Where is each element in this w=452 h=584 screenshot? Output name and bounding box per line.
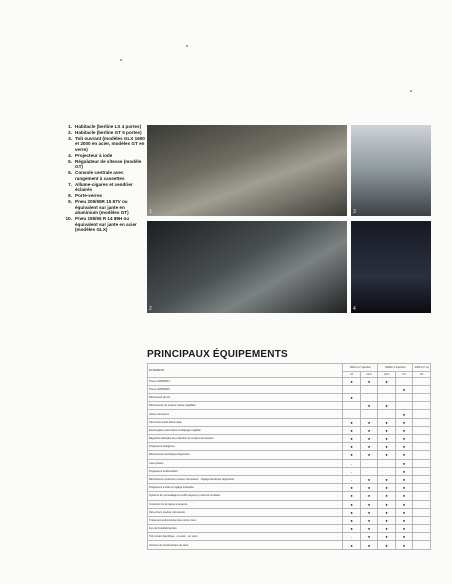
row-mark: ● — [378, 525, 396, 533]
row-mark — [413, 410, 431, 418]
row-mark: ● — [360, 484, 378, 492]
row-mark: ● — [378, 492, 396, 500]
row-mark — [413, 467, 431, 475]
row-mark: ● — [360, 525, 378, 533]
row-label: Pneus 195/65R14 — [148, 377, 343, 385]
row-mark: ● — [378, 533, 396, 541]
row-mark: ● — [395, 426, 413, 434]
row-mark: ● — [343, 394, 361, 402]
row-label: Lave-phares — [148, 459, 343, 467]
row-mark: ● — [360, 451, 378, 459]
row-mark: ● — [395, 459, 413, 467]
caption-item — [62, 216, 148, 233]
row-mark: ● — [395, 475, 413, 483]
row-mark: ● — [343, 500, 361, 508]
caption-number: 2. — [68, 129, 72, 135]
caption-text: Toit ouvrant (modèles GLX 1600 et 2000 en acier, modèles GT en verre) — [75, 135, 145, 152]
row-mark — [360, 467, 378, 475]
row-mark — [413, 385, 431, 393]
caption-number: 5. — [68, 158, 72, 164]
table-row — [148, 516, 431, 524]
row-label: Pneus 205/55R15 — [148, 385, 343, 393]
row-label: Système de verrouillage du coffre depuis le poste de conduite — [148, 492, 343, 500]
row-mark: ● — [378, 377, 396, 385]
row-label: Projecteurs antibrouillard — [148, 467, 343, 475]
caption-number: 4. — [68, 152, 72, 158]
row-mark — [413, 443, 431, 451]
caption-text: Projecteur à iode — [75, 152, 113, 158]
row-label: Feu de brouillard arrière — [148, 525, 343, 533]
row-mark: ● — [360, 500, 378, 508]
table-row — [148, 541, 431, 549]
row-label: Jantes aluminium — [148, 410, 343, 418]
equipment-table — [147, 363, 431, 550]
caption-item — [62, 153, 148, 159]
col-subheader: GT — [413, 372, 431, 378]
caption-item — [62, 182, 148, 193]
col-group: 1600 cm³ Injection — [343, 364, 378, 372]
caption-text: Allume-cigares et cendrier éclairés — [75, 181, 133, 193]
row-mark: ● — [395, 516, 413, 524]
row-mark: - — [343, 459, 361, 467]
row-label: Rétroviseurs électriques dégivrants — [148, 451, 343, 459]
row-mark — [395, 394, 413, 402]
caption-text: Pneu 195/65 R 14 89H ou équivalent sur jante en acier (modèles GLX) — [75, 216, 137, 233]
row-mark — [413, 533, 431, 541]
table-row — [148, 418, 431, 426]
row-mark — [413, 402, 431, 410]
row-mark — [413, 418, 431, 426]
row-mark — [395, 402, 413, 410]
row-mark: - — [343, 475, 361, 483]
table-corner: EXTERIEUR — [148, 364, 343, 378]
col-group: 2000cm³ Injection — [378, 364, 413, 372]
caption-text: Régulateur de vitesse (modèle GT) — [75, 158, 142, 170]
row-mark: ● — [378, 443, 396, 451]
row-mark: ● — [360, 377, 378, 385]
table-row — [148, 459, 431, 467]
row-mark: ● — [395, 525, 413, 533]
row-mark: ● — [395, 467, 413, 475]
row-mark: ● — [343, 525, 361, 533]
table-row — [148, 377, 431, 385]
col-subheader: GLX — [360, 372, 378, 378]
row-mark: ● — [360, 402, 378, 410]
row-mark — [413, 459, 431, 467]
caption-text: Console centrale avec rangement à cassettes — [75, 170, 125, 181]
photo-cabin-gt — [147, 221, 347, 313]
row-mark: ● — [378, 451, 396, 459]
col-group: 2000 cm³ Inj — [413, 364, 431, 372]
row-mark: - — [343, 533, 361, 541]
table-row — [148, 443, 431, 451]
row-mark: ● — [395, 451, 413, 459]
caption-item — [62, 159, 148, 170]
row-mark — [360, 410, 378, 418]
table-row — [148, 467, 431, 475]
row-mark — [378, 410, 396, 418]
row-label: Toit ouvrant électrique · en acier · en verre — [148, 533, 343, 541]
row-mark: - — [343, 467, 361, 475]
caption-item — [62, 130, 148, 136]
row-mark — [413, 394, 431, 402]
col-subheader: GLX — [378, 372, 396, 378]
row-mark: ● — [378, 426, 396, 434]
caption-text: Habitacle (berline GT 5 portes) — [75, 129, 142, 135]
row-mark: ● — [378, 500, 396, 508]
row-label: Traitement anticorrosion des corps creux — [148, 516, 343, 524]
section-title: PRINCIPAUX ÉQUIPEMENTS — [147, 349, 288, 360]
photo-number: 4 — [353, 306, 356, 312]
row-mark: ● — [395, 418, 413, 426]
row-mark: ● — [343, 484, 361, 492]
row-mark: ● — [343, 435, 361, 443]
row-label: Pare-brise teinté athermique — [148, 418, 343, 426]
row-mark: ● — [343, 541, 361, 549]
row-mark: ● — [378, 541, 396, 549]
row-mark: ● — [395, 443, 413, 451]
row-label: Essuie-glace intermittent à balayage réglable — [148, 426, 343, 434]
caption-text: Pneu 205/55R 15 87V ou équivalent sur jante en aluminium (modèles GT) — [75, 199, 129, 216]
row-mark — [360, 385, 378, 393]
table-row — [148, 475, 431, 483]
row-mark: ● — [360, 508, 378, 516]
row-mark: ● — [343, 377, 361, 385]
row-label: Pare-chocs couleur carrosserie — [148, 508, 343, 516]
row-mark: ● — [360, 418, 378, 426]
row-mark: ● — [343, 418, 361, 426]
table-row — [148, 435, 431, 443]
row-mark: ● — [378, 484, 396, 492]
row-mark: ● — [378, 508, 396, 516]
table-row — [148, 451, 431, 459]
row-mark: ● — [343, 451, 361, 459]
row-label: Projecteurs à iode et réglage d'assiette — [148, 484, 343, 492]
row-mark: ● — [343, 443, 361, 451]
row-mark: ● — [395, 541, 413, 549]
table-row — [148, 492, 431, 500]
row-mark: ● — [360, 541, 378, 549]
row-mark: ● — [378, 516, 396, 524]
caption-list — [62, 124, 148, 233]
row-mark — [413, 541, 431, 549]
row-mark: ● — [343, 492, 361, 500]
table-row — [148, 426, 431, 434]
row-mark: ● — [360, 435, 378, 443]
row-mark — [343, 402, 361, 410]
row-mark: ● — [360, 443, 378, 451]
table-row — [148, 508, 431, 516]
table-row — [148, 410, 431, 418]
row-label: Ouverture de la trappe à essence — [148, 500, 343, 508]
row-mark: ● — [343, 508, 361, 516]
row-mark: ● — [395, 484, 413, 492]
row-mark — [413, 451, 431, 459]
caption-number: 8. — [68, 193, 72, 199]
caption-number: 9. — [68, 199, 72, 205]
row-mark — [395, 377, 413, 385]
caption-item — [62, 136, 148, 153]
row-mark: ● — [378, 475, 396, 483]
row-mark — [343, 410, 361, 418]
table-body — [148, 377, 431, 549]
photo-number: 1 — [149, 209, 152, 215]
row-mark: ● — [378, 418, 396, 426]
caption-item — [62, 124, 148, 130]
row-label: Rétroviseurs extérieurs couleur carrosserie · réglage électrique dégivrants — [148, 475, 343, 483]
caption-item — [62, 193, 148, 199]
row-mark: ● — [343, 426, 361, 434]
table-row — [148, 484, 431, 492]
row-mark: ● — [395, 508, 413, 516]
row-mark — [413, 435, 431, 443]
photo-cabin-lx — [147, 125, 347, 216]
row-mark — [378, 467, 396, 475]
row-mark — [413, 508, 431, 516]
row-label: Antenne de toit électrique de série — [148, 541, 343, 549]
row-mark: ● — [360, 516, 378, 524]
photo-sunroof — [351, 125, 431, 216]
caption-number: 7. — [68, 181, 72, 187]
photo-number: 3 — [353, 209, 356, 215]
row-mark: ● — [360, 426, 378, 434]
table-row — [148, 525, 431, 533]
row-mark: ● — [378, 435, 396, 443]
row-mark — [413, 475, 431, 483]
caption-number: 3. — [68, 135, 72, 141]
row-mark: ● — [395, 410, 413, 418]
caption-item — [62, 170, 148, 181]
row-mark — [360, 394, 378, 402]
caption-item — [62, 199, 148, 216]
row-mark: ● — [395, 385, 413, 393]
photo-number: 2 — [149, 306, 152, 312]
table-row — [148, 402, 431, 410]
table-row — [148, 385, 431, 393]
row-mark — [378, 459, 396, 467]
table-row — [148, 533, 431, 541]
row-mark — [413, 516, 431, 524]
col-subheader: GT — [395, 372, 413, 378]
row-mark — [413, 500, 431, 508]
caption-number: 10. — [65, 216, 72, 222]
row-mark: ● — [395, 533, 413, 541]
row-mark: ● — [360, 533, 378, 541]
row-mark: ● — [360, 475, 378, 483]
row-mark — [413, 426, 431, 434]
row-label: Rétroviseur de toit — [148, 394, 343, 402]
row-mark — [413, 377, 431, 385]
row-mark — [378, 385, 396, 393]
row-mark — [360, 459, 378, 467]
caption-number: 1. — [68, 124, 72, 129]
row-mark: ● — [343, 516, 361, 524]
row-mark: ● — [378, 402, 396, 410]
row-mark: ● — [395, 435, 413, 443]
row-mark — [413, 492, 431, 500]
col-subheader: LX — [343, 372, 361, 378]
row-mark: ● — [395, 492, 413, 500]
row-mark: ● — [360, 492, 378, 500]
caption-text: Habitacle (berline LX 4 portes) — [75, 124, 142, 129]
row-label: Baguettes latérales de protection de couleur carrosserie — [148, 435, 343, 443]
row-mark — [378, 394, 396, 402]
row-label: Projecteurs halogènes — [148, 443, 343, 451]
table-row — [148, 500, 431, 508]
row-mark — [413, 525, 431, 533]
photo-headlamp — [351, 221, 431, 313]
table-row — [148, 394, 431, 402]
caption-number: 6. — [68, 170, 72, 176]
row-label: Rétroviseurs de couleur caisse réglables — [148, 402, 343, 410]
table-header-row — [148, 364, 431, 372]
row-mark — [343, 385, 361, 393]
caption-text: Porte-verres — [75, 193, 103, 199]
row-mark: ● — [395, 500, 413, 508]
row-mark — [413, 484, 431, 492]
